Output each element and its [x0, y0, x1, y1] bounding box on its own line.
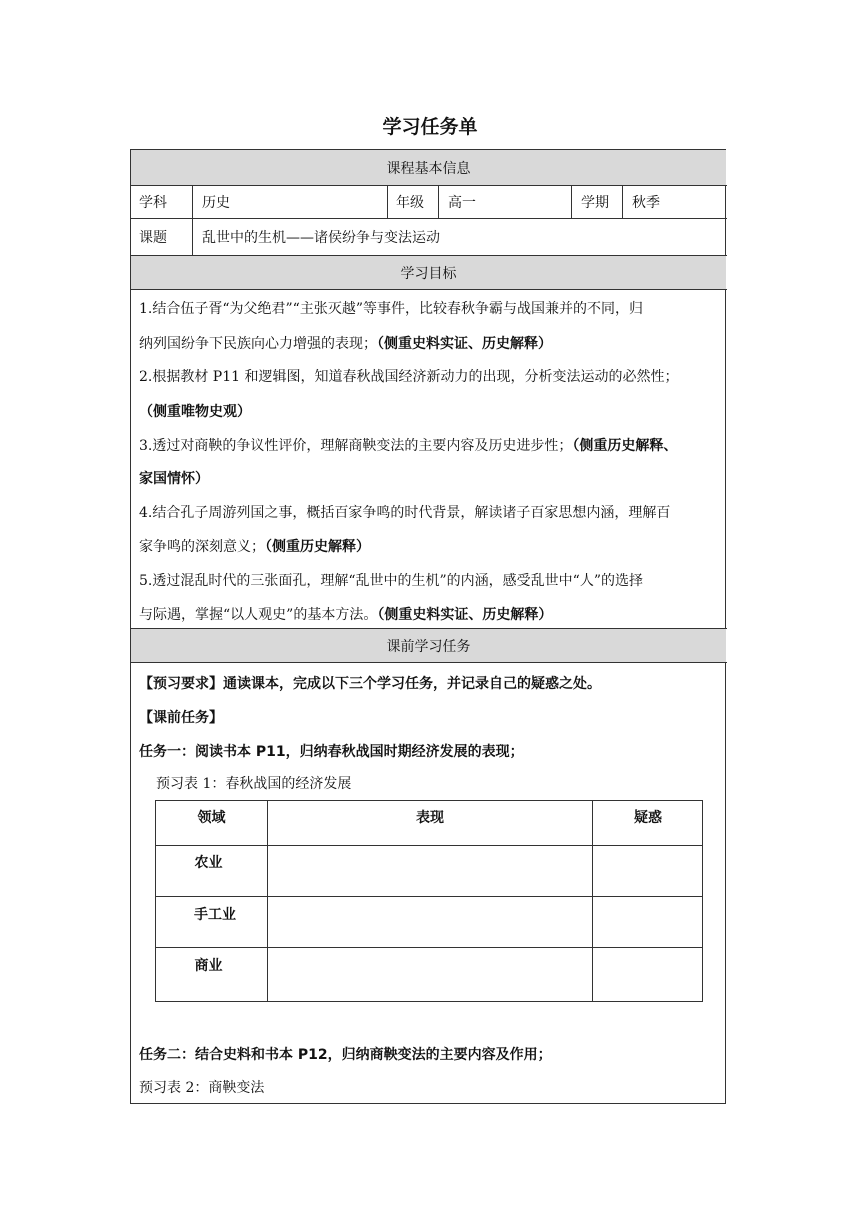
preview-requirement: 【预习要求】通读课本，完成以下三个学习任务，并记录自己的疑惑之处。: [139, 676, 601, 692]
term-value: 秋季: [632, 195, 660, 211]
section-basic-info: 课程基本信息: [131, 150, 726, 186]
objective-5-line-2: 与际遇，掌握“以人观史”的基本方法。（侧重史料实证、历史解释）: [139, 607, 553, 623]
objective-4-line-2: 家争鸣的深刻意义；（侧重历史解释）: [139, 539, 370, 555]
topic-label: 课题: [139, 230, 167, 246]
table-header-doubt: 疑惑: [634, 810, 662, 826]
table-row-agriculture: 农业: [194, 855, 223, 871]
objective-1-line-1: 1.结合伍子胥“为父绝君”“主张灭越”等事件，比较春秋争霸与战国兼并的不同，归: [139, 301, 643, 317]
topic-value: 乱世中的生机——诸侯纷争与变法运动: [202, 230, 440, 246]
grade-label: 年级: [396, 195, 424, 211]
objective-4-line-1: 4.结合孔子周游列国之事，概括百家争鸣的时代背景，解读诸子百家思想内涵，理解百: [139, 505, 671, 521]
table-1-caption: 预习表 1：春秋战国的经济发展: [156, 776, 352, 792]
table-header-performance: 表现: [416, 810, 444, 826]
grade-value: 高一: [448, 195, 476, 211]
table-row-handicraft: 手工业: [194, 907, 236, 923]
objective-3-line-2: 家国情怀）: [139, 471, 209, 487]
task-1: 任务一：阅读书本 P11，归纳春秋战国时期经济发展的表现；: [139, 744, 524, 760]
task-2: 任务二：结合史料和书本 P12，归纳商鞅变法的主要内容及作用；: [139, 1047, 552, 1063]
objective-1-line-2: 纳列国纷争下民族向心力增强的表现；（侧重史料实证、历史解释）: [139, 336, 552, 352]
section-pre-tasks: 课前学习任务: [131, 629, 726, 662]
table-header-field: 领域: [197, 810, 226, 826]
table-2-caption: 预习表 2：商鞅变法: [139, 1080, 265, 1096]
pre-class-task-heading: 【课前任务】: [139, 710, 223, 726]
objective-2-line-1: 2.根据教材 P11 和逻辑图，知道春秋战国经济新动力的出现，分析变法运动的必然性；: [139, 369, 679, 385]
subject-label: 学科: [139, 195, 167, 211]
section-objectives: 学习目标: [131, 256, 726, 289]
objective-2-line-2: （侧重唯物史观）: [139, 404, 251, 420]
subject-value: 历史: [202, 195, 230, 211]
page-title: 学习任务单: [382, 116, 478, 138]
table-row-commerce: 商业: [194, 958, 223, 974]
objective-5-line-1: 5.透过混乱时代的三张面孔，理解“乱世中的生机”的内涵，感受乱世中“人”的选择: [139, 573, 643, 589]
objective-3-line-1: 3.透过对商鞅的争议性评价，理解商鞅变法的主要内容及历史进步性；（侧重历史解释、: [139, 438, 678, 454]
term-label: 学期: [581, 195, 609, 211]
